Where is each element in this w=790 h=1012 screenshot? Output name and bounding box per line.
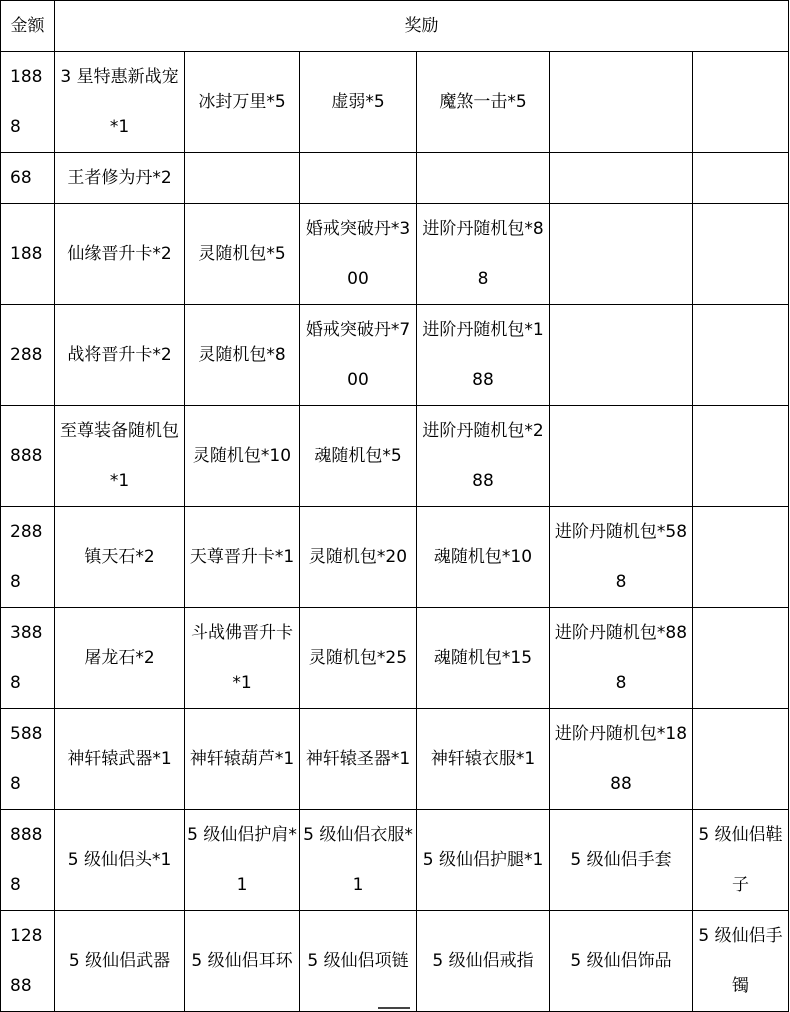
table-row — [1, 204, 789, 305]
page-break-marker — [378, 1007, 410, 1009]
reward-cell: 进阶丹随机包*288 — [417, 406, 550, 507]
table-row — [1, 52, 789, 153]
reward-cell: 魂随机包*5 — [300, 406, 417, 507]
reward-cell: 魂随机包*15 — [417, 608, 550, 709]
reward-cell: 魂随机包*10 — [417, 507, 550, 608]
reward-cell: 天尊晋升卡*1 — [185, 507, 300, 608]
table-row — [1, 305, 789, 406]
amount-cell: 12888 — [1, 911, 55, 1012]
reward-cell: 灵随机包*25 — [300, 608, 417, 709]
reward-cell — [693, 153, 789, 204]
reward-cell — [693, 709, 789, 810]
reward-cell: 5 级仙侣护腿*1 — [417, 810, 550, 911]
table-row — [1, 153, 789, 204]
reward-cell: 5 级仙侣手套 — [550, 810, 693, 911]
reward-cell — [550, 153, 693, 204]
rewards-header: 奖励 — [55, 1, 789, 52]
reward-cell: 进阶丹随机包*188 — [417, 305, 550, 406]
table-row — [1, 911, 789, 1012]
amount-cell: 1888 — [1, 52, 55, 153]
table-row — [1, 608, 789, 709]
reward-cell: 王者修为丹*2 — [55, 153, 185, 204]
reward-cell: 灵随机包*20 — [300, 507, 417, 608]
reward-cell: 进阶丹随机包*88 — [417, 204, 550, 305]
reward-cell: 进阶丹随机包*1888 — [550, 709, 693, 810]
reward-cell: 灵随机包*8 — [185, 305, 300, 406]
reward-cell — [550, 305, 693, 406]
reward-cell — [185, 153, 300, 204]
reward-cell: 进阶丹随机包*588 — [550, 507, 693, 608]
reward-cell — [550, 52, 693, 153]
reward-cell — [693, 52, 789, 153]
reward-cell: 5 级仙侣护肩*1 — [185, 810, 300, 911]
reward-cell: 神轩辕圣器*1 — [300, 709, 417, 810]
reward-cell: 5 级仙侣头*1 — [55, 810, 185, 911]
reward-cell: 5 级仙侣耳环 — [185, 911, 300, 1012]
amount-cell: 3888 — [1, 608, 55, 709]
reward-cell — [693, 406, 789, 507]
reward-cell — [693, 507, 789, 608]
reward-cell — [693, 305, 789, 406]
reward-cell: 5 级仙侣饰品 — [550, 911, 693, 1012]
reward-cell: 进阶丹随机包*888 — [550, 608, 693, 709]
reward-cell: 灵随机包*10 — [185, 406, 300, 507]
reward-cell — [550, 204, 693, 305]
amount-header: 金额 — [1, 1, 55, 52]
reward-cell: 镇天石*2 — [55, 507, 185, 608]
amount-cell: 188 — [1, 204, 55, 305]
reward-cell — [693, 204, 789, 305]
reward-cell — [300, 153, 417, 204]
amount-cell: 5888 — [1, 709, 55, 810]
reward-cell: 冰封万里*5 — [185, 52, 300, 153]
amount-cell: 8888 — [1, 810, 55, 911]
reward-cell — [417, 153, 550, 204]
table-row — [1, 406, 789, 507]
amount-cell: 2888 — [1, 507, 55, 608]
reward-cell: 5 级仙侣项链 — [300, 911, 417, 1012]
reward-cell: 5 级仙侣武器 — [55, 911, 185, 1012]
reward-cell: 3 星特惠新战宠*1 — [55, 52, 185, 153]
reward-cell: 虚弱*5 — [300, 52, 417, 153]
reward-cell: 神轩辕衣服*1 — [417, 709, 550, 810]
reward-cell — [693, 608, 789, 709]
reward-cell: 婚戒突破丹*700 — [300, 305, 417, 406]
reward-cell: 战将晋升卡*2 — [55, 305, 185, 406]
reward-cell: 灵随机包*5 — [185, 204, 300, 305]
amount-cell: 888 — [1, 406, 55, 507]
reward-cell: 斗战佛晋升卡*1 — [185, 608, 300, 709]
reward-cell — [550, 406, 693, 507]
table-row — [1, 709, 789, 810]
reward-cell: 神轩辕葫芦*1 — [185, 709, 300, 810]
reward-cell: 神轩辕武器*1 — [55, 709, 185, 810]
reward-cell: 5 级仙侣鞋子 — [693, 810, 789, 911]
reward-cell: 至尊装备随机包*1 — [55, 406, 185, 507]
amount-cell: 288 — [1, 305, 55, 406]
reward-cell: 婚戒突破丹*300 — [300, 204, 417, 305]
header-row — [1, 1, 789, 52]
reward-cell: 5 级仙侣戒指 — [417, 911, 550, 1012]
reward-cell: 屠龙石*2 — [55, 608, 185, 709]
table-row — [1, 810, 789, 911]
reward-cell: 仙缘晋升卡*2 — [55, 204, 185, 305]
table-row — [1, 507, 789, 608]
reward-cell: 5 级仙侣衣服*1 — [300, 810, 417, 911]
reward-cell: 5 级仙侣手镯 — [693, 911, 789, 1012]
reward-cell: 魔煞一击*5 — [417, 52, 550, 153]
amount-cell: 68 — [1, 153, 55, 204]
